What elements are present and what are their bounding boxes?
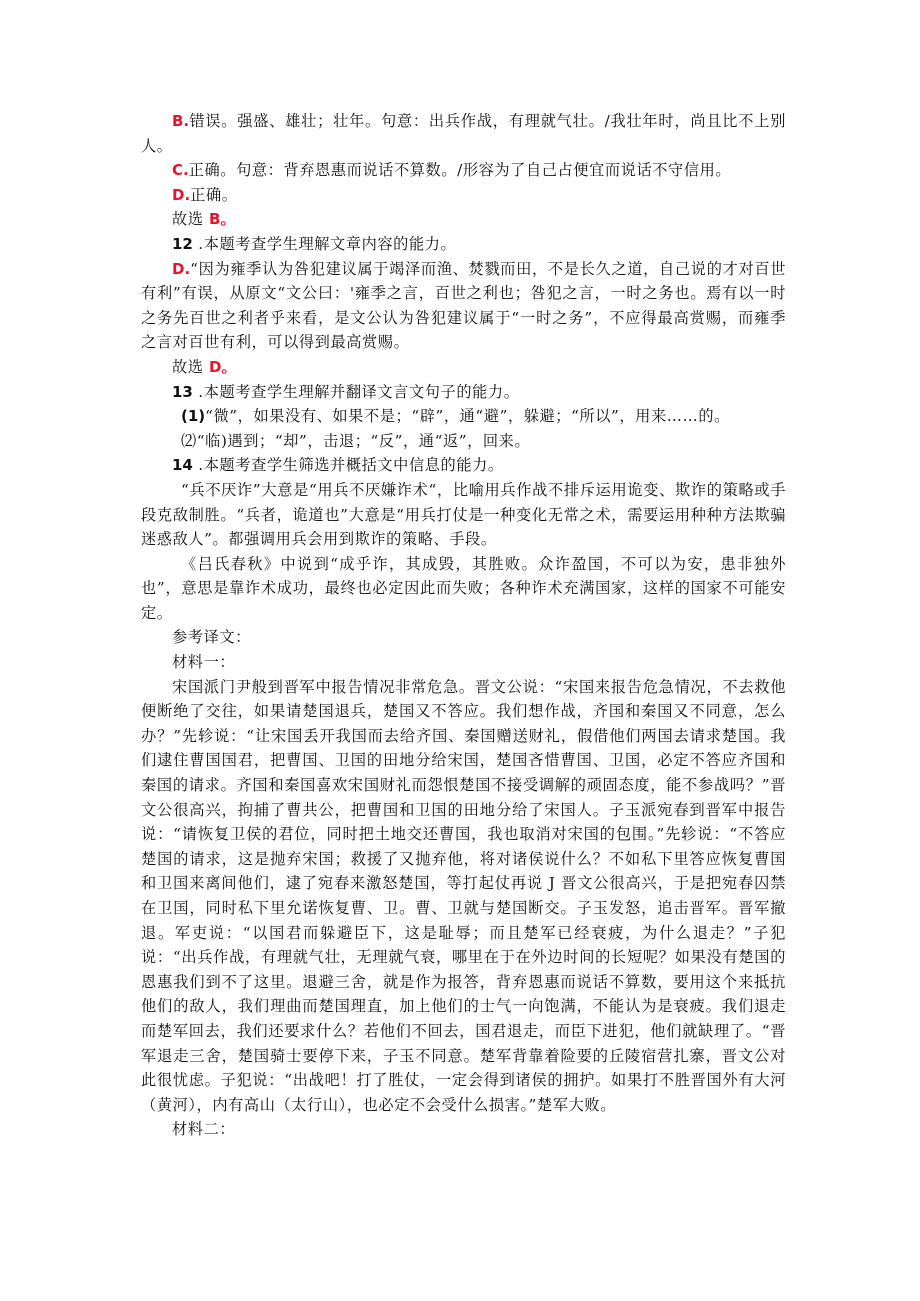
option-letter-c: C. <box>172 161 189 180</box>
answer-12-d-text: “因为雍季认为咎犯建议属于竭泽而渔、焚戮而田，不是长久之道，自己说的才对百世有利”有误，从原文“文公曰：'雍季之言，百世之利也；咎犯之言，一时之务也。焉有以一时之务先百世之利者乎来看，是文公认为咎犯建议属于“一时之务”，不应得最高赏赐，而雍季之言对百世有利，可以得到最高赏赐。 <box>141 259 786 352</box>
choice-letter: D。 <box>209 357 237 376</box>
question-number: 14 <box>172 456 193 475</box>
question-14-heading <box>141 453 786 478</box>
material-2-label: 材料二： <box>172 1120 236 1139</box>
question-13-heading <box>141 380 786 405</box>
option-letter-d: D. <box>172 259 191 278</box>
answer-11-d-text: 正确。 <box>190 185 238 204</box>
answer-11-c-text: 正确。句意：背弃恩惠而说话不算数。/形容为了自己占便宜而说话不守信用。 <box>188 161 732 180</box>
answer-13-item-1 <box>141 404 786 429</box>
answer-11-b-text: 错误。强盛、雄壮；壮年。句意：出兵作战，有理就气壮。/我壮年时，尚且比不上别人。 <box>141 112 786 155</box>
material-1-text: 宋国派门尹般到晋军中报告情况非常危急。晋文公说：“宋国来报告危急情况，不去救他便断绝了交往，如果请楚国退兵，楚国又不答应。我们想作战，齐国和秦国又不同意，怎么办？”先轸说：“让宋国丢开我国而去给齐国、秦国赠送财礼，假借他们两国去请求楚国。我们逮住曹国国君，把曹国、卫国的田地分给宋国，楚国吝惜曹国、卫国，必定不答应齐国和秦国的请求。齐国和秦国喜欢宋国财礼而怨恨楚国不接受调解的顽固态度，能不参战吗？”晋文公很高兴，拘捕了曹共公，把曹国和卫国的田地分给了宋国人。子玉派宛春到晋军中报告说：“请恢复卫侯的君位，同时把土地交还曹国，我也取消对宋国的包围。”先轸说：“不答应楚国的请求，这是抛弃宋国；救援了又抛弃他，将对诸侯说什么？不如私下里答应恢复曹国和卫国来离间他们，逮了宛春来激怒楚国，等打起仗再说 J 晋文公很高兴，于是把宛春囚禁在卫国，同时私下里允诺恢复曹、卫。曹、卫就与楚国断交。子玉发怒，追击晋军。晋军撤退。军吏说：“以国君而躲避臣下，这是耻辱；而且楚军已经衰疲，为什么退走？”子犯说：“出兵作战，有理就气壮，无理就气衰，哪里在于在外边时间的长短呢？如果没有楚国的恩惠我们到不了这里。退避三舍，就是作为报答，背弃恩惠而说话不算数，要用这个来抵抗他们的敌人，我们理曲而楚国理直，加上他们的士气一向饱满，不能认为是衰疲。我们退走而楚军回去，我们还要求什么？若他们不回去，国君退走，而臣下进犯，他们就缺理了。“晋军退走三舍，楚国骑士要停下来，子玉不同意。楚军背靠着险要的丘陵宿营扎寨，晋文公对此很忧虑。子犯说：“出战吧！打了胜仗，一定会得到诸侯的拥护。如果打不胜晋国外有大河（黄河），内有高山（太行山），也必定不会受什么损害。”楚军大败。 <box>141 677 786 1114</box>
document-page <box>141 109 786 1142</box>
answer-11-choice <box>141 207 786 232</box>
choice-prefix: 故选 <box>172 210 210 229</box>
question-12-heading <box>141 232 786 257</box>
answer-14-para-2: 《吕氏春秋》中说到“成乎诈，其成毁，其胜败。众诈盈国，不可以为安，患非独外也”，意思是靠诈术成功，最终也必定因此而失败；各种诈术充满国家，这样的国家不可能安定。 <box>141 554 786 622</box>
item-label: (1) <box>181 407 206 426</box>
question-number: 13 <box>172 382 193 401</box>
answer-11-b <box>141 109 786 158</box>
item-text: “临)遇到；“却”，击退；“反”，通“返”，回来。 <box>196 431 531 450</box>
item-label: ⑵ <box>181 431 197 450</box>
question-number: 12 <box>172 234 193 253</box>
translation-heading: 参考译文： <box>172 628 251 647</box>
answer-11-d <box>141 183 786 208</box>
choice-letter: B。 <box>209 210 236 229</box>
answer-12-choice <box>141 355 786 380</box>
answer-12-d <box>141 257 786 355</box>
answer-11-c <box>141 158 786 183</box>
option-letter-d: D. <box>172 185 191 204</box>
question-intro: .本题考查学生筛选并概括文中信息的能力。 <box>192 456 504 475</box>
item-text: “微”，如果没有、如果不是；“辟”，通“避”，躲避；“所以”，用来……的。 <box>205 407 730 426</box>
choice-prefix: 故选 <box>172 357 210 376</box>
question-intro: .本题考查学生理解并翻译文言文句子的能力。 <box>192 382 520 401</box>
option-letter-b: B. <box>172 112 190 130</box>
answer-13-item-2 <box>141 429 786 454</box>
question-intro: .本题考查学生理解文章内容的能力。 <box>192 234 457 253</box>
material-1-label: 材料一： <box>172 653 236 672</box>
answer-14-para-1: “兵不厌诈”大意是“用兵不厌嫌诈术“，比喻用兵作战不排斥运用诡变、欺诈的策略或手段克敌制胜。“兵者，诡道也”大意是“用兵打仗是一种变化无常之术，需要运用种种方法欺骗迷惑敌人”。都强调用兵会用到欺诈的策略、手段。 <box>141 480 786 549</box>
